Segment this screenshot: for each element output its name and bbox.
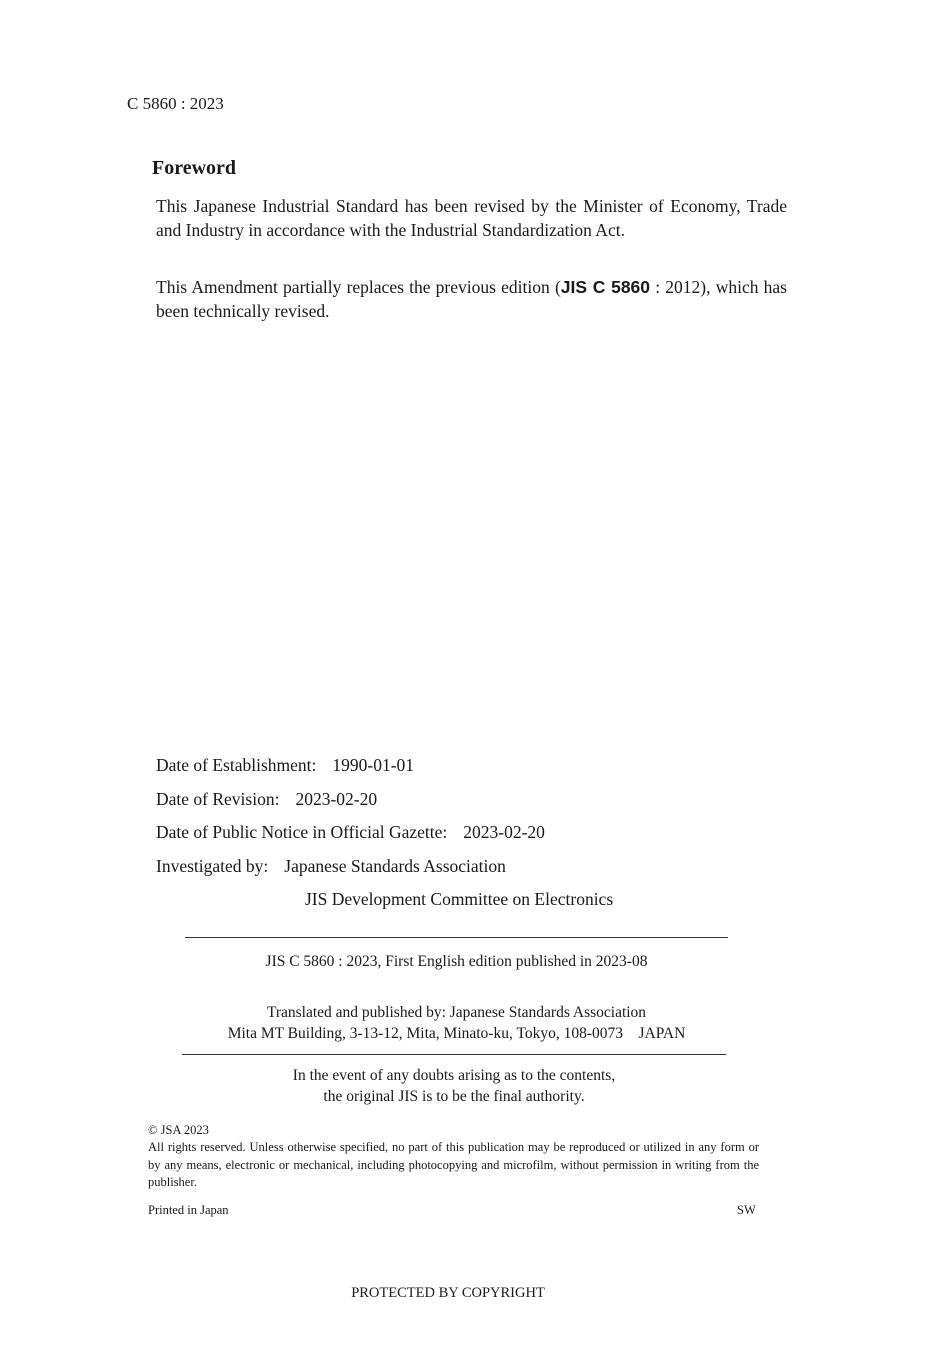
- page-header-standard-ref: C 5860 : 2023: [127, 94, 224, 113]
- investigated-by: [156, 856, 506, 877]
- divider-bottom: [182, 1054, 726, 1055]
- publisher-address: Mita MT Building, 3-13-12, Mita, Minato-ku, Tokyo, 108-0073 JAPAN: [227, 1025, 686, 1042]
- establishment-value: 1990-01-01: [332, 755, 415, 775]
- public-notice-value: 2023-02-20: [463, 822, 545, 842]
- para2-before: This Amendment partially replaces the previous edition (: [156, 277, 561, 297]
- publisher-line-1: Translated and published by: Japanese Standards Association: [266, 1004, 647, 1021]
- copyright-notice: © JSA 2023: [148, 1123, 209, 1137]
- establishment-label: Date of Establishment:: [156, 755, 317, 775]
- date-of-public-notice: [156, 822, 545, 843]
- divider-top: [185, 937, 728, 938]
- foreword-paragraph-1: This Japanese Industrial Standard has been revised by the Minister of Economy, Trade and Industry in accordance with the Industrial Standardization Act.: [156, 196, 787, 240]
- para2-after: : 2012), which has been technically revised.: [156, 277, 787, 321]
- foreword-title: Foreword: [152, 157, 237, 179]
- revision-label: Date of Revision:: [156, 789, 280, 809]
- previous-edition-ref: JIS C 5860: [560, 277, 651, 297]
- revision-value: 2023-02-20: [295, 789, 378, 809]
- authority-line-1: In the event of any doubts arising as to the contents,: [292, 1067, 616, 1084]
- investigated-label: Investigated by:: [156, 856, 269, 876]
- investigated-by-second: JIS Development Committee on Electronics: [305, 889, 614, 909]
- investigated-value-1: Japanese Standards Association: [284, 856, 506, 876]
- foreword-paragraph-2: [156, 275, 787, 323]
- edition-line: JIS C 5860 : 2023, First English edition published in 2023-08: [265, 953, 648, 970]
- public-notice-label: Date of Public Notice in Official Gazette:: [156, 822, 448, 842]
- date-of-establishment: [156, 755, 414, 776]
- rights-statement: All rights reserved. Unless otherwise specified, no part of this publication may be reproduced or utilized in any form or by any means, electronic or mechanical, including photocopying and microfilm, without permission in writing from the publisher.: [148, 1140, 759, 1189]
- printed-in: Printed in Japan: [148, 1203, 229, 1217]
- protected-by-copyright-footer: PROTECTED BY COPYRIGHT: [351, 1285, 545, 1301]
- authority-line-2: the original JIS is to be the final authority.: [323, 1088, 585, 1105]
- printer-code: SW: [737, 1203, 756, 1217]
- date-of-revision: [156, 789, 377, 810]
